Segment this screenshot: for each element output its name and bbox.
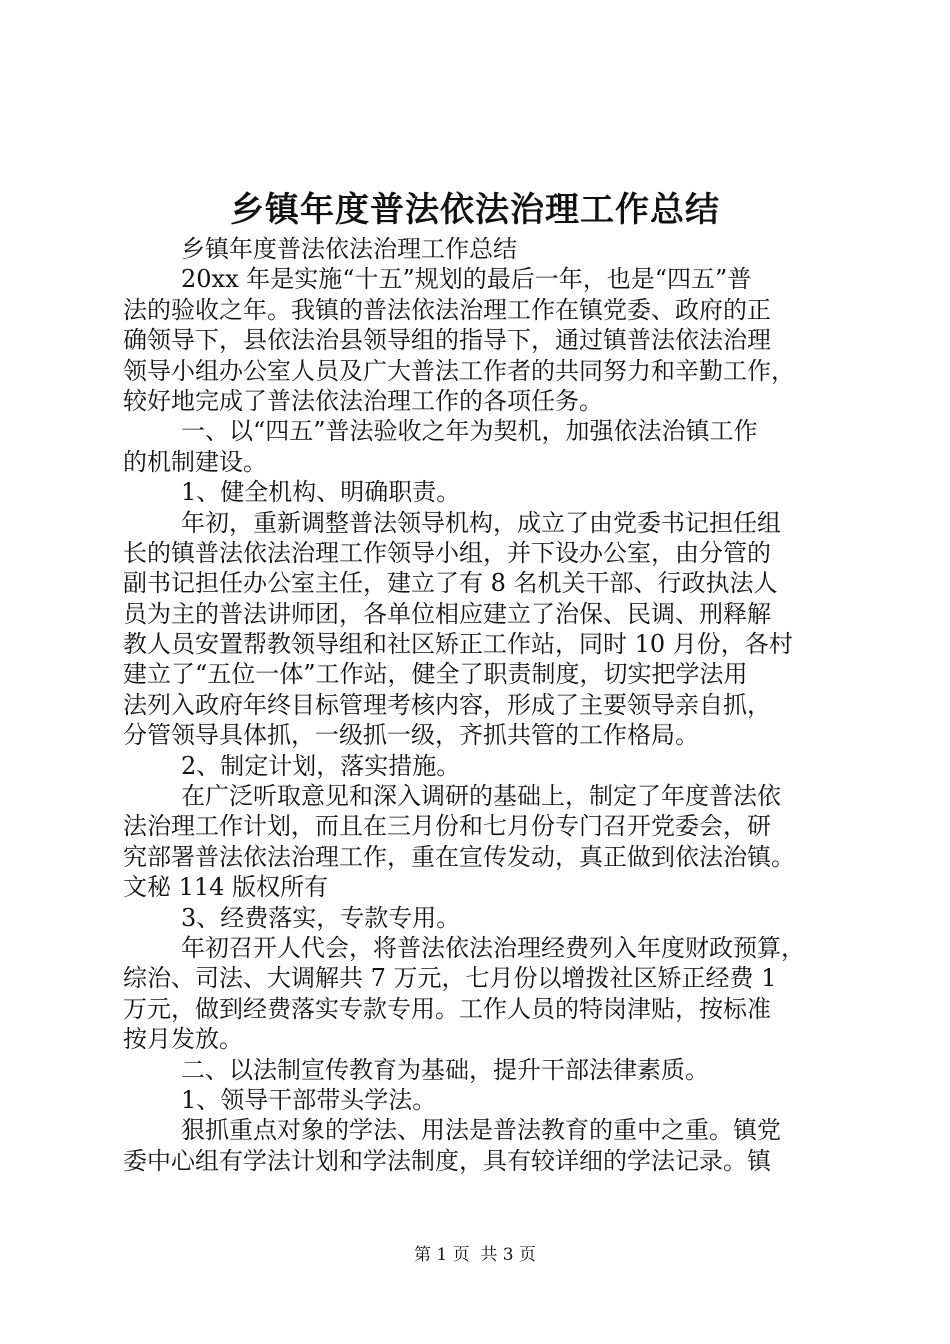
paragraph-line: 综治、司法、大调解共 7 万元，七月份以增拨社区矫正经费 1 [123,964,777,993]
paragraph-line: 狠抓重点对象的学法、用法是普法教育的重中之重。镇党 [181,1116,781,1145]
paragraph-line: 年初召开人代会，将普法依法治理经费列入年度财政预算， [181,933,805,962]
paragraph-line: 法的验收之年。我镇的普法依法治理工作在镇党委、政府的正 [123,295,771,324]
paragraph-line: 副书记担任办公室主任，建立了有 8 名机关干部、行政执法人 [123,569,778,598]
paragraph-line: 法治理工作计划，而且在三月份和七月份专门召开党委会，研 [123,812,771,841]
paragraph-line: 法列入政府年终目标管理考核内容，形成了主要领导亲自抓， [123,690,771,719]
paragraph-line: 按月发放。 [123,1025,243,1054]
paragraph-line: 委中心组有学法计划和学法制度，具有较详细的学法记录。镇 [123,1146,771,1175]
page-footer: 第 1 页 共 3 页 [413,1245,537,1265]
subsection-heading: 1、健全机构、明确职责。 [181,478,461,507]
subsection-heading: 3、经费落实，专款专用。 [181,903,461,932]
paragraph-line: 乡镇年度普法依法治理工作总结 [181,235,517,263]
paragraph-line: 文秘 114 版权所有 [123,873,329,902]
paragraph-line: 建立了“五位一体”工作站，健全了职责制度，切实把学法用 [123,660,748,689]
paragraph-line: 领导小组办公室人员及广大普法工作者的共同努力和辛勤工作， [123,356,795,385]
paragraph-line: 年初，重新调整普法领导机构，成立了由党委书记担任组 [181,508,781,537]
paragraph-line: 员为主的普法讲师团，各单位相应建立了治保、民调、刑释解 [123,599,771,628]
section-heading-line: 二、以法制宣传教育为基础，提升干部法律素质。 [181,1055,709,1084]
paragraph-line: 分管领导具体抓，一级抓一级，齐抓共管的工作格局。 [123,721,699,750]
paragraph-line: 究部署普法依法治理工作，重在宣传发动，真正做到依法治镇。 [123,842,795,871]
paragraph-line: 长的镇普法依法治理工作领导小组，并下设办公室，由分管的 [123,538,771,567]
section-heading-line: 一、以“四五”普法验收之年为契机，加强依法治镇工作 [181,417,758,446]
paragraph-line: 教人员安置帮教领导组和社区矫正工作站，同时 10 月份，各村 [123,630,793,659]
paragraph-line: 在广泛听取意见和深入调研的基础上，制定了年度普法依 [181,782,781,811]
document-title: 乡镇年度普法依法治理工作总结 [230,190,720,230]
paragraph-line: 确领导下，县依法治县领导组的指导下，通过镇普法依法治理 [123,326,771,355]
paragraph-line: 20xx 年是实施“十五”规划的最后一年，也是“四五”普 [181,265,752,294]
document-body [123,234,835,1176]
paragraph-line: 万元，做到经费落实专款专用。工作人员的特岗津贴，按标准 [123,994,771,1023]
subsection-heading: 2、制定计划，落实措施。 [181,751,461,780]
subsection-heading: 1、领导干部带头学法。 [181,1085,437,1114]
section-heading-line: 的机制建设。 [123,447,267,476]
paragraph-line: 较好地完成了普法依法治理工作的各项任务。 [123,386,603,415]
